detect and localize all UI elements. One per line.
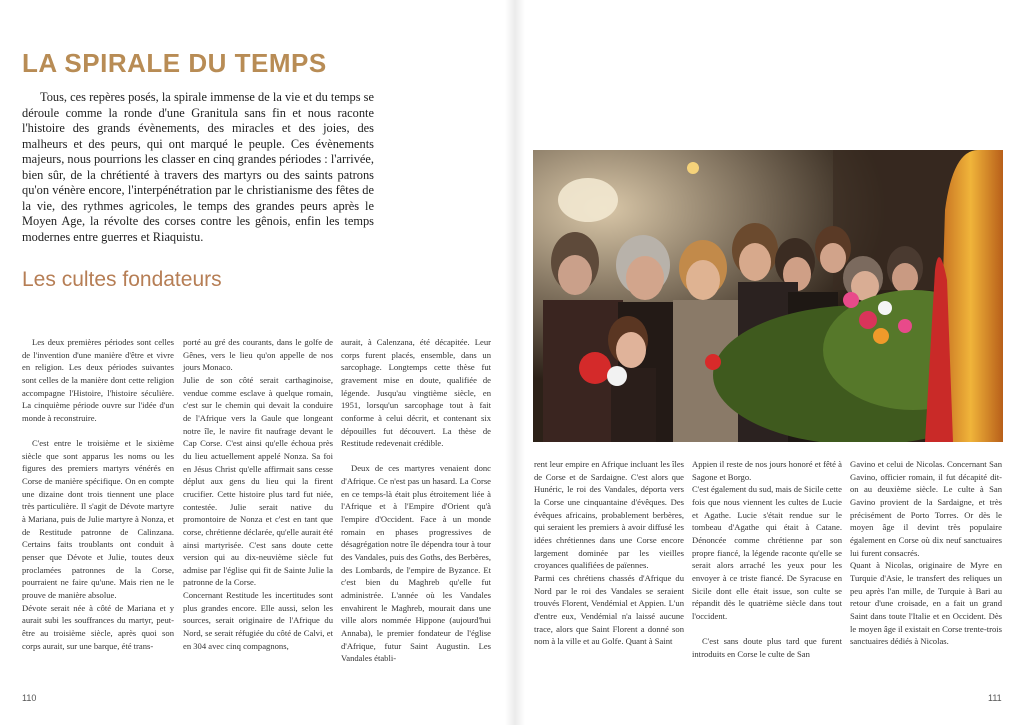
book-gutter bbox=[505, 0, 525, 725]
paragraph: rent leur empire en Afrique incluant les îles de Corse et de Sardaigne. C'est alors que Hunéric, le roi des Vandales, déporta vers la Corse une cinquantaine d'évêques. Des évêques africains, probablement berbères, qui seraient les premiers à avoir diffusé les idées chrétiennes dans une Corse encore largement dominée par les vieilles croyances qualifiées de païennes. bbox=[534, 459, 684, 571]
text-column-right-1 bbox=[534, 458, 684, 648]
page-title: LA SPIRALE DU TEMPS bbox=[22, 48, 327, 78]
paragraph: Les deux premières périodes sont celles de l'invention d'une manière d'être et vivre en religion. Les deux périodes suivantes sont celles de la manière dont cette religion accompagne l'Histoire, l'histoire séculière. La cinquième période ouvre sur l'idée d'un monde à reconstruire. bbox=[22, 337, 174, 423]
page-number-left: 110 bbox=[22, 693, 37, 703]
paragraph: Concernant Restitude les incertitudes sont plus grandes encore. Elle aussi, selon les sources, serait originaire de l'Afrique du Nord, se serait réfugiée du côté de Calvi, et en 304 avec cinq compagnons, bbox=[183, 590, 333, 651]
paragraph: Quant à Nicolas, originaire de Myre en Turquie d'Asie, le transfert des reliques un peu après l'an mille, de Turquie à Bari au retour d'une croisade, en a fait un grand Saint dans toute l'Italie et en Occident. Dès le moyen âge il existait en Corse trente-trois sanctuaires dédiés à Nicolas. bbox=[850, 560, 1003, 647]
text-column-left-2 bbox=[183, 336, 333, 652]
paragraph: Gavino et celui de Nicolas. Concernant San Gavino, officier romain, il fut décapité dit-on au deuxième siècle. Le culte à San Gavino provient de la Sardaigne, et très précisément de Porto Torres. Or dès le moyen âge il devint très populaire également en Corse où dix neuf sanctuaires lui furent consacrés. bbox=[850, 459, 1002, 558]
paragraph: porté au gré des courants, dans le golfe de Gênes, vers le lieu qu'on appelle de nos jours Monaco. bbox=[183, 337, 333, 373]
text-column-left-1 bbox=[22, 336, 174, 652]
text-column-left-3 bbox=[341, 336, 491, 665]
paragraph: aurait, à Calenzana, été décapitée. Leur corps furent placés, ensemble, dans un sarcophage. Longtemps cette thèse fut gravement mise en doute, qualifiée de légende. Jusqu'au vingtième siècle, en 1951, lorsqu'un sarcophage tout à fait conforme à celui décrit, et contenant six dépouilles fut découvert. La thèse de Restitude redevenait crédible. bbox=[341, 337, 491, 449]
paragraph: Dévote serait née à côté de Mariana et y aurait subi les souffrances du martyr, peut- être au troisième siècle, après quoi son corps aurait, sur une barque, été trans- bbox=[22, 602, 174, 651]
intro-paragraph: Tous, ces repères posés, la spirale immense de la vie et du temps se déroule comme la ronde d'une Granitula sans fin et nous raconte l'histoire des grands évènements, des miracles et des joies, des malheurs et des peurs, qui ont marqué le peuple. Ces évènements majeurs, nous pourrions les classer en cinq grandes périodes : l'arrivée, bien sûr, de la chrétienté à travers des martyrs ou des saints patrons qu'on vénère encore, l'interpénétration par le christianisme des fêtes de la vie, des rythmes agricoles, le temps des grandes peurs après le Moyen Age, la révolte des corses contre les gênois, enfin les temps modernes entre guerres et Riaquistu. bbox=[22, 90, 374, 244]
paragraph: C'est sans doute plus tard que furent introduits en Corse le culte de San bbox=[692, 636, 842, 659]
text-column-right-2 bbox=[692, 458, 842, 660]
paragraph: Appien il reste de nos jours honoré et fêté à Sagone et Borgo. bbox=[692, 459, 842, 482]
paragraph: Parmi ces chrétiens chassés d'Afrique du Nord par le roi des Vandales se seraient trouvés Florent, Vendémial et Appien. L'un d'entre eux, Vendémial n'a laissé aucune trace, alors que Saint Florent a donné son nom à la ville et au Golfe. Quant à Saint bbox=[534, 572, 684, 647]
paragraph: Julie de son côté serait carthaginoise, vendue comme esclave à quelque romain, c'est sur le chemin qui devait la conduire de l'Afrique vers la Gaule que longeant notre île, le navire fit naufrage devant le Cap Corse. C'est ainsi qu'elle échoua près du lieu actuellement appelé Nonza. Sa foi en Jésus Christ qu'elle affirmait sans cesse déplut aux gens du lieu qui la firent crucifier. Cette histoire plus tard fut niée, contestée. Julie serait native du promontoire de Nonza et c'est en tant que corse, chrétienne déclarée, qu'elle aurait été ainsi martyrisée. C'est sans doute cette version qui au dix-neuvième siècle fut admise par l'église qui fit de Sainte Julie la patronne de la Corse. bbox=[183, 374, 333, 588]
paragraph: Deux de ces martyres venaient donc d'Afrique. Ce n'est pas un hasard. La Corse en ce temps-là était plus étroitement liée à l'Afrique et à l'Empire d'Orient qu'à l'empire d'Occident. Face à un monde romain en phases progressives de désagrégation notre île dépendra tour à tour des Vandales, puis des Goths, des Berbères, des Lombards, de l'empire de Byzance. Et c'est bien du Maghreb qu'elle fut administrée. L'année où les Vandales envahirent le Maghreb, mourait dans une ville alors nommée Hippone (aujourd'hui Annaba), le premier fondateur de l'église d'Afrique, futur Saint Augustin. Les Vandales établi- bbox=[341, 463, 491, 664]
paragraph: C'est entre le troisième et le sixième siècle que sont apparus les noms ou les figures des premiers martyrs vénérés en Corse de manière spécifique. On en compte une dizaine dont trois tiennent une place très particulière. Il s'agit de Dévote martyre à Mariana, puis de Julie martyre à Nonza, et de Restitude patronne de Calinzana. Certains faits troublants ont conduit à penser que Dévote et Julie, toutes deux proclamées patronnes de la Corse, pourraient ne faire qu'une. Mais rien ne le prouve de manière absolue. bbox=[22, 438, 174, 600]
procession-photo bbox=[533, 150, 1003, 442]
section-title: Les cultes fondateurs bbox=[22, 268, 222, 291]
page-number-right: 111 bbox=[988, 693, 1002, 703]
text-column-right-3 bbox=[850, 458, 1002, 648]
paragraph: C'est également du sud, mais de Sicile cette fois que nous viennent les cultes de Lucie et Agathe. Lucie s'était rendue sur le tombeau d'Agathe qui était à Catane. Dénoncée comme chrétienne par son propre fiancé, la légende raconte qu'elle se serait alors arraché les yeux pour les envoyer à ce triste fiancé. De Syracuse en Sicile dont elle était issue, son culte se répandit dès le quatrième siècle dans tout l'occident. bbox=[692, 484, 842, 621]
